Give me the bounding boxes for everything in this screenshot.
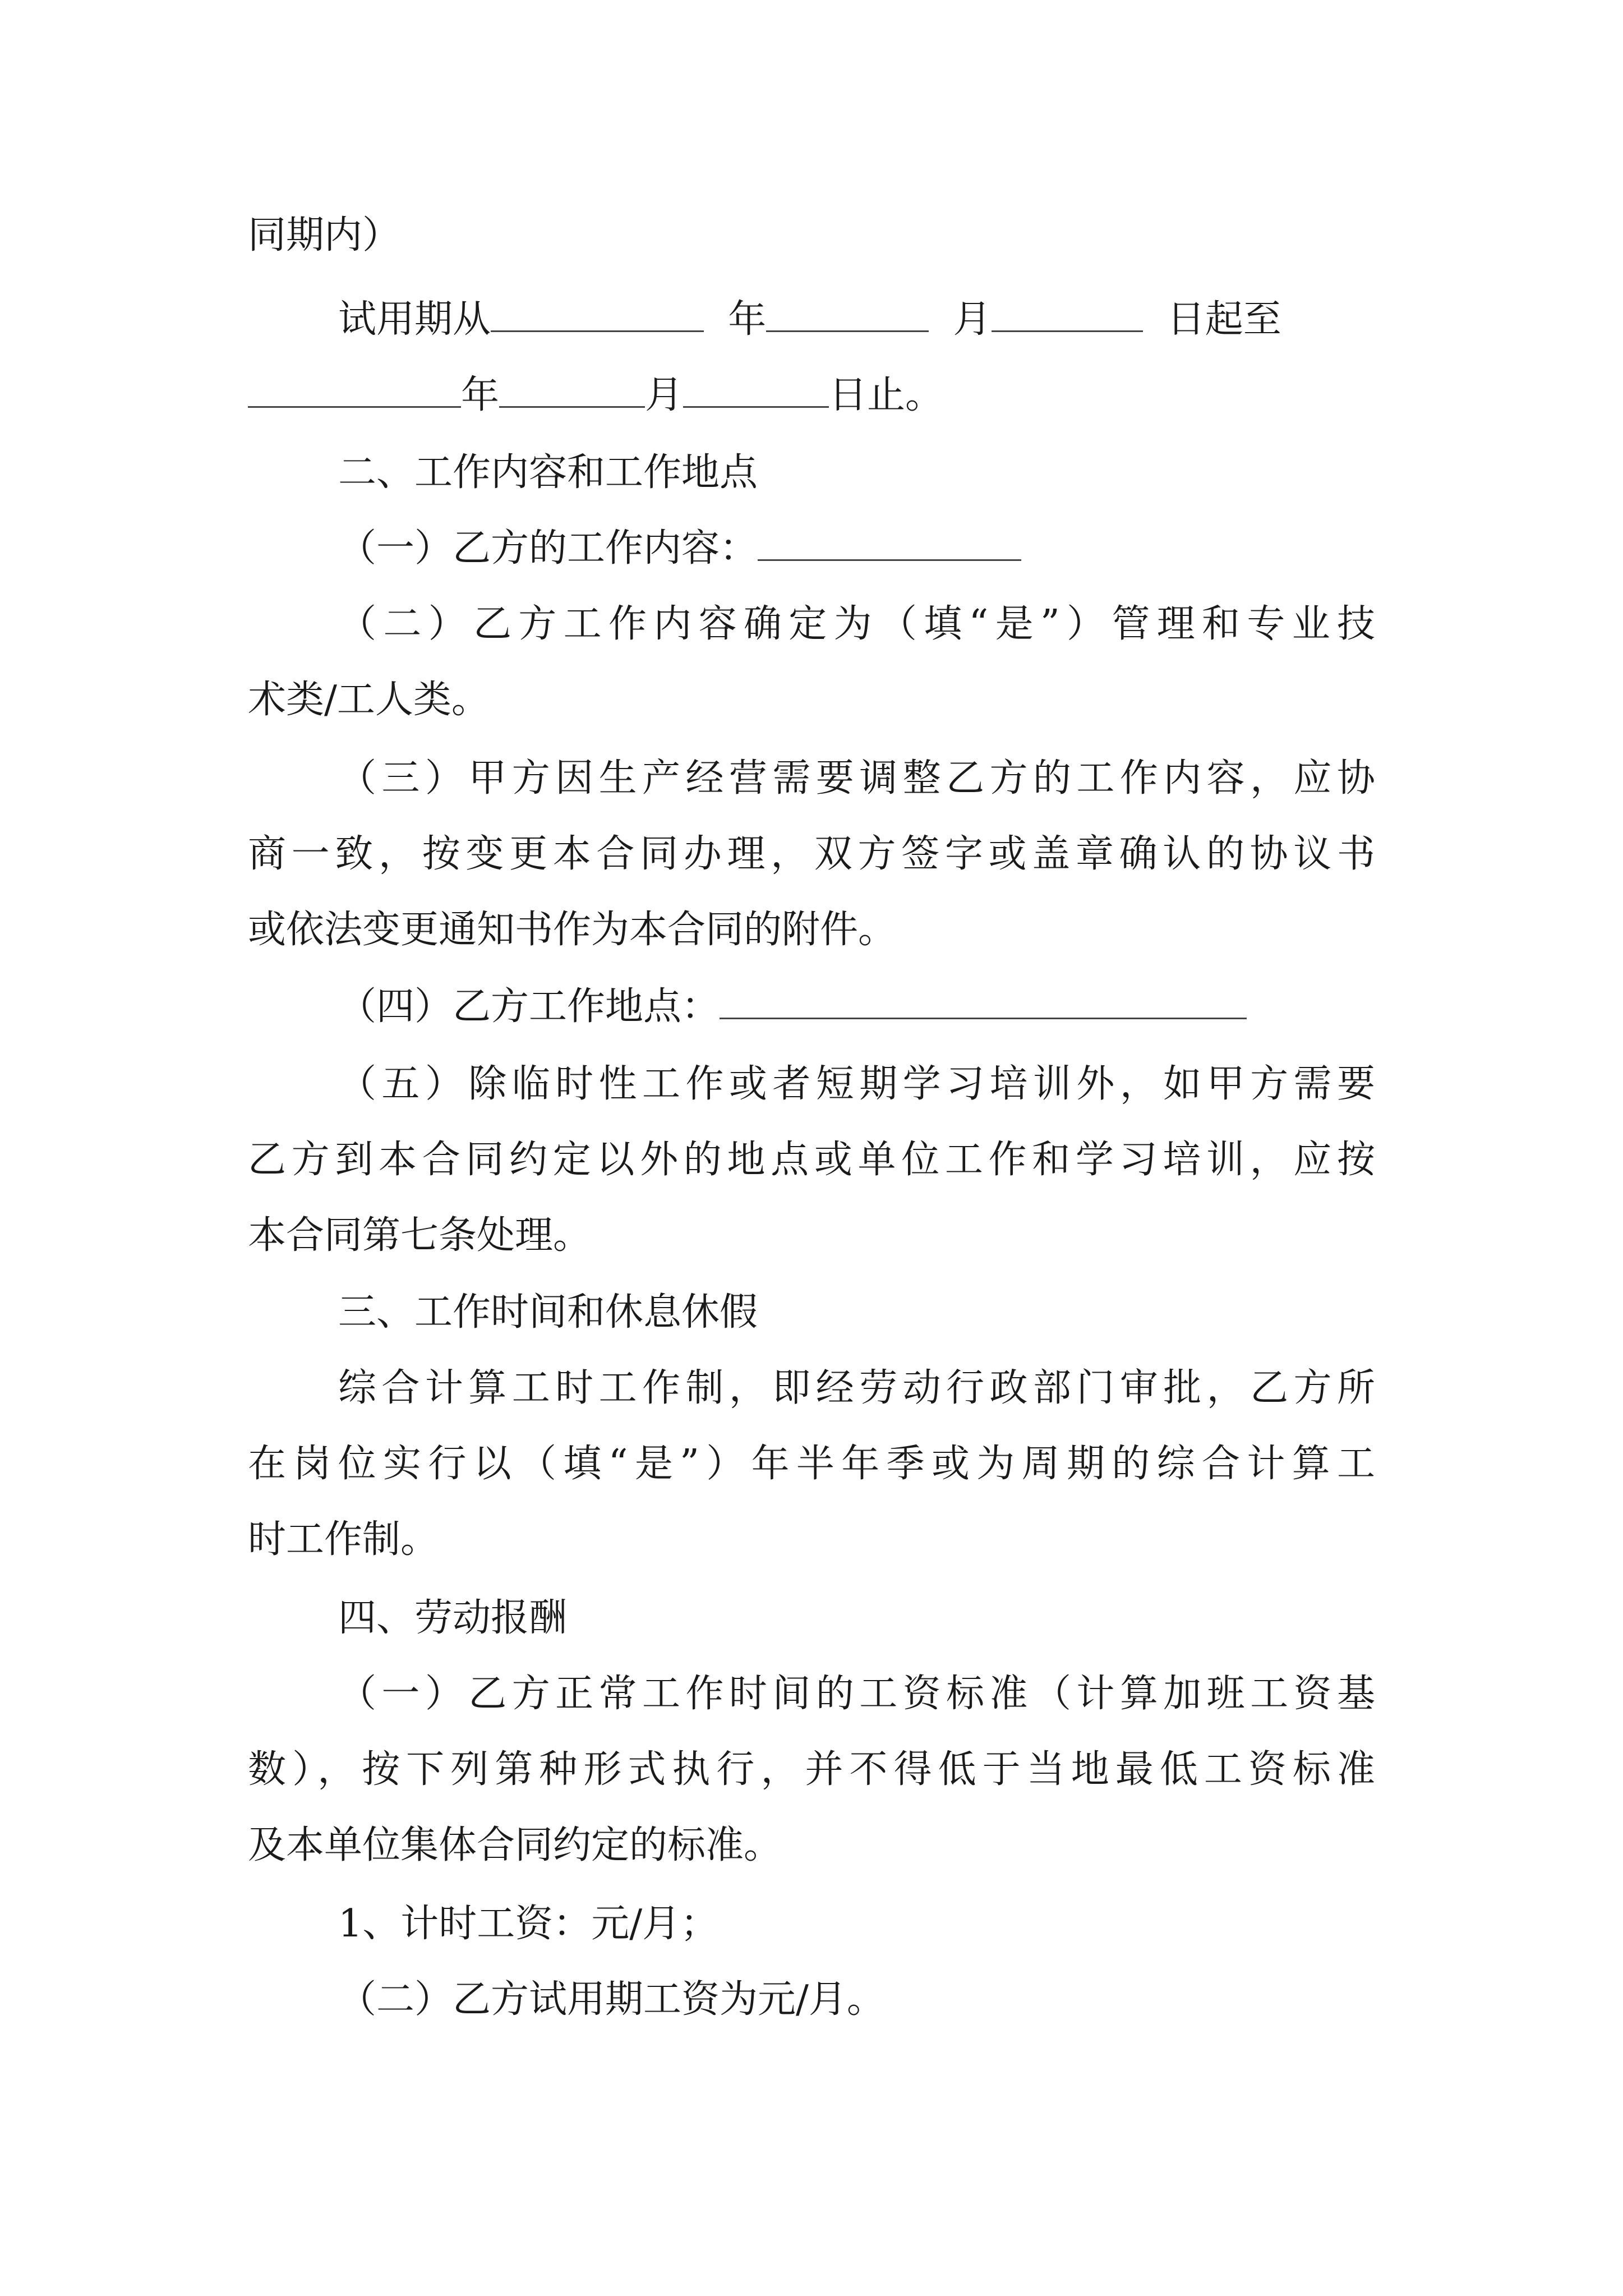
paragraph-line: 在岗位实行以（填“是”）年半年季或为周期的综合计算工 — [248, 1442, 1375, 1486]
work-location-label: （四）乙方工作地点： — [338, 984, 720, 1029]
paragraph-line: （一）乙方正常工作时间的工资标准（计算加班工资基 — [338, 1672, 1375, 1716]
paragraph-line: 本合同第七条处理。 — [248, 1213, 592, 1258]
work-content-line — [338, 521, 1375, 577]
probation-end-month-label: 月 — [645, 373, 684, 417]
paragraph-line: 1、计时工资：元/月； — [338, 1902, 719, 1946]
end-day-blank[interactable] — [683, 374, 829, 408]
paragraph-line: 同期内） — [248, 213, 401, 257]
paragraph-line: 商一致，按变更本合同办理，双方签字或盖章确认的协议书 — [248, 832, 1375, 876]
paragraph-line: （二）乙方试用期工资为元/月。 — [338, 1977, 885, 2022]
start-month-blank[interactable] — [766, 298, 929, 332]
section-heading: 二、工作内容和工作地点 — [338, 450, 758, 495]
work-location-line — [338, 979, 1375, 1035]
probation-end-day-label: 日止。 — [829, 373, 944, 417]
paragraph-line: 乙方到本合同约定以外的地点或单位工作和学习培训，应按 — [248, 1138, 1375, 1182]
paragraph-line: 或依法变更通知书作为本合同的附件。 — [248, 908, 897, 952]
paragraph-line: （三）甲方因生产经营需要调整乙方的工作内容，应协 — [338, 756, 1375, 800]
probation-year-label: 年 — [728, 297, 767, 342]
probation-line-2 — [248, 367, 1375, 424]
probation-line-1 — [338, 292, 1375, 348]
probation-prefix: 试用期从 — [338, 297, 491, 342]
start-year-blank[interactable] — [491, 298, 704, 332]
section-heading: 三、工作时间和休息休假 — [338, 1290, 758, 1335]
end-month-blank[interactable] — [499, 374, 645, 408]
paragraph-line: （二）乙方工作内容确定为（填“是”）管理和专业技 — [338, 602, 1375, 646]
paragraph-line: （五）除临时性工作或者短期学习培训外，如甲方需要 — [338, 1062, 1375, 1106]
probation-day-to-label: 日起至 — [1166, 297, 1281, 342]
probation-end-year-label: 年 — [461, 373, 500, 417]
paragraph-line: 术类/工人类。 — [248, 678, 490, 722]
probation-month-label: 月 — [953, 297, 992, 342]
end-year-blank[interactable] — [248, 374, 461, 408]
work-location-blank[interactable] — [720, 985, 1247, 1019]
paragraph-line: 时工作制。 — [248, 1517, 439, 1562]
paragraph-line: 综合计算工时工作制，即经劳动行政部门审批，乙方所 — [338, 1366, 1375, 1410]
start-day-blank[interactable] — [992, 298, 1143, 332]
section-heading: 四、劳动报酬 — [338, 1596, 568, 1640]
work-content-blank[interactable] — [758, 527, 1021, 561]
work-content-label: （一）乙方的工作内容： — [338, 526, 758, 570]
paragraph-line: 及本单位集体合同约定的标准。 — [248, 1823, 782, 1867]
paragraph-line: 数），按下列第种形式执行，并不得低于当地最低工资标准 — [248, 1747, 1375, 1792]
